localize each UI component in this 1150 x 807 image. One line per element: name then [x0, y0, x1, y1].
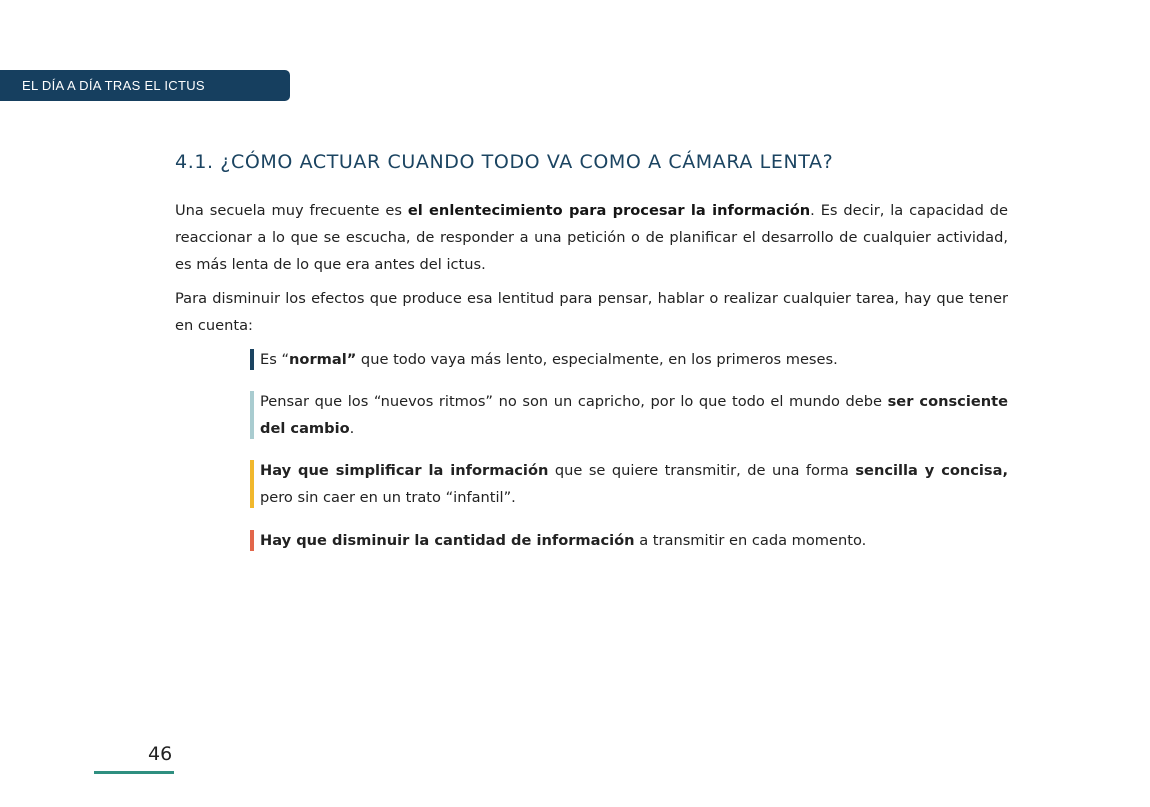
chapter-header-label: EL DÍA A DÍA TRAS EL ICTUS [22, 78, 205, 93]
list-item-text-part: a transmitir en cada momento. [634, 532, 867, 549]
list-item [250, 527, 1008, 554]
list-item [250, 346, 1008, 373]
bullet-bar [250, 349, 254, 370]
list-item-emphasis: sencilla y concisa, [855, 462, 1008, 479]
list-item-text [260, 527, 1008, 554]
list-item-emphasis: Hay que disminuir la cantidad de información [260, 532, 635, 549]
list-item-text-part: . [349, 420, 355, 437]
list-item-emphasis: Hay que simplificar la información [260, 462, 549, 479]
list-item-text [260, 388, 1008, 442]
intro-text-end: . Es decir, la capacidad de reaccionar a lo que se escucha, de responder a una petición o de planificar el desarrollo de cualquier actividad, es más lenta de lo que era antes del ictus. [175, 202, 1008, 273]
bullet-bar [250, 530, 254, 551]
section-title: 4.1. ¿CÓMO ACTUAR CUANDO TODO VA COMO A CÁMARA LENTA? [175, 151, 834, 173]
list-item-text-part: Es “ [260, 351, 290, 368]
page-number-underline [94, 771, 174, 774]
list-item [250, 457, 1008, 511]
intro-paragraph [175, 197, 1008, 278]
list-item-text [260, 346, 1008, 373]
bullet-bar [250, 460, 254, 508]
list-item-text-part: que todo vaya más lento, especialmente, en los primeros meses. [356, 351, 838, 368]
chapter-header-band [0, 70, 290, 101]
list-item-text-part: que se quiere transmitir, de una forma [548, 462, 856, 479]
list-item-text [260, 457, 1008, 511]
bullet-bar [250, 391, 254, 439]
list-item-text-part: Pensar que los “nuevos ritmos” no son un capricho, por lo que todo el mundo debe [260, 393, 888, 410]
list-item [250, 388, 1008, 442]
list-item-text-part: pero sin caer en un trato “infantil”. [260, 489, 516, 506]
page-number: 46 [148, 743, 173, 765]
intro-text-start: Una secuela muy frecuente es [175, 202, 408, 219]
lead-in-paragraph: Para disminuir los efectos que produce esa lentitud para pensar, hablar o realizar cualquier tarea, hay que tener en cuenta: [175, 290, 1008, 334]
intro-emphasis: el enlentecimiento para procesar la información [407, 202, 811, 219]
list-item-emphasis: normal” [289, 351, 357, 368]
list-item-emphasis: ser consciente del cambio [260, 393, 1008, 437]
